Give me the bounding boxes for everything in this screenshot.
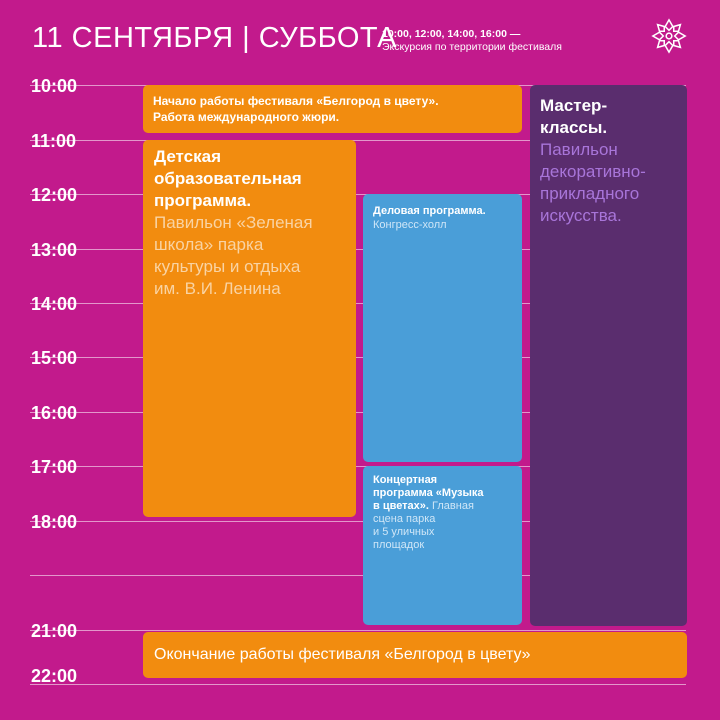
time-label: 10:00 — [31, 76, 78, 96]
event-kids-location: им. В.И. Ленина — [154, 279, 281, 298]
time-label: 22:00 — [31, 666, 78, 686]
event-business-location: Конгресс-холл — [373, 219, 447, 231]
time-label: 11:00 — [31, 131, 77, 151]
time-label: 15:00 — [31, 348, 78, 368]
time-label: 18:00 — [31, 512, 78, 532]
excursion-description: Экскурсия по территории фестиваля — [382, 41, 562, 53]
event-master-title: Мастер- — [540, 96, 608, 115]
excursion-times: 10:00, 12:00, 14:00, 16:00 — — [382, 28, 521, 40]
event-concert-location: Главная — [432, 500, 474, 512]
event-business-title: Деловая программа. — [373, 205, 486, 217]
grid-line — [30, 684, 686, 686]
time-label: 13:00 — [31, 240, 78, 260]
page-title: 11 СЕНТЯБРЯ | СУББОТА — [32, 22, 398, 54]
event-opening-line1: Начало работы фестиваля «Белгород в цвету». — [153, 94, 439, 108]
event-kids-location: Павильон «Зеленая — [154, 213, 313, 232]
event-kids-location: культуры и отдыха — [154, 257, 301, 276]
event-kids-title: программа. — [154, 191, 252, 210]
event-closing — [143, 632, 687, 678]
event-master-location: декоративно- — [540, 162, 646, 181]
event-closing-text: Окончание работы фестиваля «Белгород в цвету» — [154, 646, 531, 663]
time-label: 16:00 — [31, 403, 78, 423]
time-label: 12:00 — [31, 185, 78, 205]
event-kids-location: школа» парка — [154, 235, 264, 254]
excursion-note — [382, 28, 562, 54]
event-concert-location: и 5 уличных — [373, 526, 435, 538]
event-master-title: классы. — [540, 118, 608, 137]
event-concert-title: программа «Музыка — [373, 487, 484, 499]
event-concert-program — [363, 466, 522, 625]
event-opening-line2: Работа международного жюри. — [153, 110, 340, 124]
event-concert-location: сцена парка — [373, 513, 436, 525]
time-label: 17:00 — [31, 457, 78, 477]
event-kids-title: Детская — [154, 147, 221, 166]
event-opening — [143, 85, 522, 133]
event-master-classes — [530, 85, 687, 626]
event-master-location: прикладного — [540, 184, 640, 203]
event-concert-location: площадок — [373, 539, 425, 551]
snowflake-flower-logo-icon — [650, 17, 688, 55]
event-business-program — [363, 194, 522, 462]
event-kids-program — [143, 140, 356, 517]
event-kids-title: образовательная — [154, 169, 302, 188]
event-master-location: Павильон — [540, 140, 618, 159]
event-concert-title: в цветах». — [373, 500, 429, 512]
time-label: 21:00 — [31, 621, 78, 641]
time-label: 14:00 — [31, 294, 78, 314]
event-master-location: искусства. — [540, 206, 622, 225]
event-concert-title: Концертная — [373, 474, 438, 486]
